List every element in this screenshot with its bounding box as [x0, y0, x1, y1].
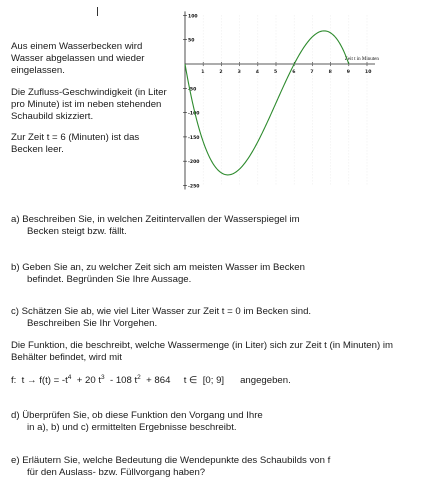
question-c: [11, 306, 426, 330]
question-e-line-2: für den Auslass- bzw. Füllvorgang haben?: [27, 467, 206, 479]
intro-paragraph-3: Zur Zeit t = 6 (Minuten) ist das Becken leer.: [11, 132, 140, 156]
question-a-line-1: a) Beschreiben Sie, in welchen Zeitintervallen der Wasserspiegel im: [11, 214, 300, 225]
rate-chart: [170, 0, 385, 200]
question-d-line-2: in a), b) und c) ermittelten Ergebnisse beschreibt.: [27, 422, 237, 434]
intro-paragraph-2: Die Zufluss-Geschwindigkeit (in Liter pro Minute) ist im neben stehenden Schaubild skizziert.: [11, 86, 167, 123]
formula-exp-3: 2: [137, 374, 141, 381]
x-tick-label: 2: [219, 70, 223, 75]
text-cursor: [97, 7, 98, 16]
intro-paragraph-1: Aus einem Wasserbecken wird Wasser abgelassen und wieder eingelassen.: [11, 41, 145, 77]
question-a-line-2: Becken steigt bzw. fällt.: [27, 226, 127, 238]
function-formula: [11, 374, 291, 386]
formula-exp-1: 4: [67, 374, 72, 381]
question-a: [11, 214, 426, 238]
y-tick-label: -250: [188, 184, 200, 190]
formula-term-3: - 108 t: [104, 375, 138, 386]
question-e-line-1: e) Erläutern Sie, welche Bedeutung die Wendepunkte des Schaubilds von f: [11, 455, 331, 466]
x-tick-label: 9: [346, 70, 351, 75]
formula-term-4: + 864 t ∈ [0; 9] angegeben.: [140, 375, 291, 386]
function-description: Die Funktion, die beschreibt, welche Wassermenge (in Liter) sich zur Zeit t (in Minuten) im Behälter befindet, wird mit: [11, 340, 393, 364]
y-tick-label: -150: [188, 135, 200, 141]
x-tick-label: 6: [292, 70, 296, 75]
x-tick-label: 7: [310, 70, 314, 75]
y-tick-label: 50: [188, 38, 195, 44]
question-c-line-1: c) Schätzen Sie ab, wie viel Liter Wasser zur Zeit t = 0 im Becken sind.: [11, 306, 312, 317]
x-tick-label: 4: [255, 70, 260, 75]
formula-term-2: + 20 t: [71, 375, 102, 386]
y-tick-label: 100: [188, 14, 198, 20]
question-c-line-2: Beschreiben Sie Ihr Vorgehen.: [27, 318, 158, 330]
x-tick-label: 8: [328, 70, 332, 75]
question-d-line-1: d) Überprüfen Sie, ob diese Funktion den Vorgang und Ihre: [11, 410, 263, 421]
x-tick-label: 3: [237, 70, 241, 75]
y-tick-label: -50: [188, 87, 197, 93]
x-tick-label: 10: [365, 70, 372, 75]
x-tick-label: 1: [201, 70, 205, 75]
rate-curve: [185, 31, 349, 175]
question-b-line-1: b) Geben Sie an, zu welcher Zeit sich am meisten Wasser im Becken: [11, 262, 305, 273]
x-tick-label: 5: [274, 70, 278, 75]
formula-exp-2: 3: [101, 374, 105, 381]
y-tick-label: -200: [188, 160, 200, 166]
y-tick-label: -100: [188, 111, 200, 117]
question-d: [11, 410, 426, 434]
x-axis-label: Zeit t in Minuten: [344, 57, 379, 62]
intro-text: [11, 41, 171, 166]
question-b: [11, 262, 426, 286]
question-e: [11, 455, 426, 479]
formula-prefix: f: t → f(t) = -t: [11, 375, 68, 386]
question-b-line-2: befindet. Begründen Sie Ihre Aussage.: [27, 274, 192, 286]
